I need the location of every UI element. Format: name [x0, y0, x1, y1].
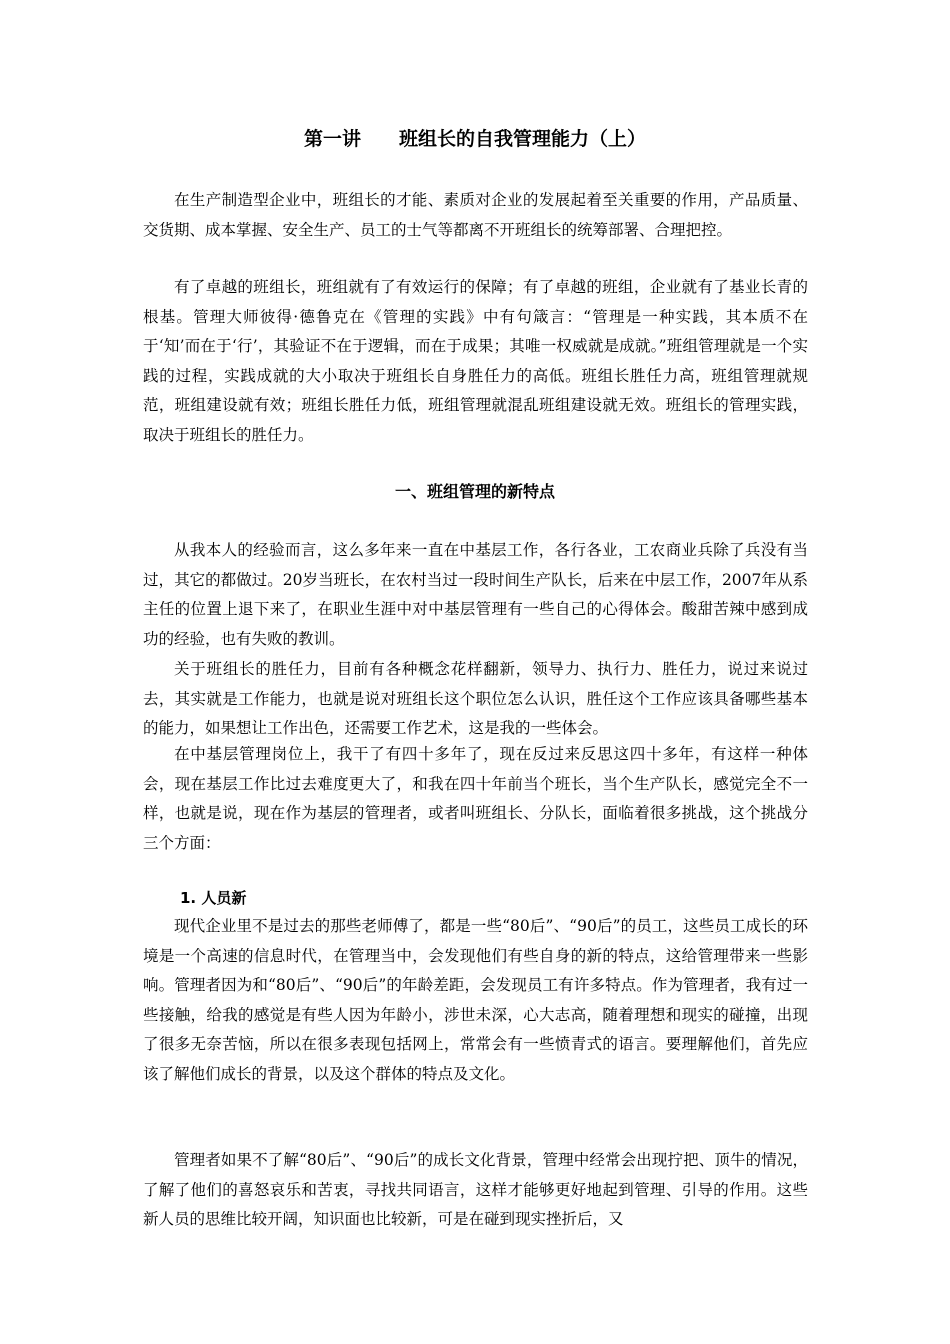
section-paragraph-3: 在中基层管理岗位上，我干了有四十多年了，现在反过来反思这四十多年，有这样一种体会，现在基层工作比过去难度更大了，和我在四十年前当个班长，当个生产队长，感觉完全不一样，也就是说，现在作为基层的管理者，或者叫班组长、分队长，面临着很多挑战，这个挑战分三个方面： [143, 745, 808, 852]
sub-paragraph-2: 管理者如果不了解“80后”、“90后”的成长文化背景，管理中经常会出现拧把、顶牛的情况，了解了他们的喜怒哀乐和苦衷，寻找共同语言，这样才能够更好地起到管理、引导的作用。这些新人员的思维比较开阔，知识面也比较新，可是在碰到现实挫折后，又 [143, 1151, 808, 1228]
sub-heading: 1. 人员新 [180, 889, 247, 907]
document-title: 第一讲 班组长的自我管理能力（上） [303, 128, 646, 150]
section-paragraph-2: 关于班组长的胜任力，目前有各种概念花样翻新，领导力、执行力、胜任力，说过来说过去，其实就是工作能力，也就是说对班组长这个职位怎么认识，胜任这个工作应该具备哪些基本的能力，如果想让工作出色，还需要工作艺术，这是我的一些体会。 [143, 660, 808, 737]
section-heading: 一、班组管理的新特点 [394, 482, 555, 501]
intro-paragraph-1: 在生产制造型企业中，班组长的才能、素质对企业的发展起着至关重要的作用，产品质量、交货期、成本掌握、安全生产、员工的士气等都离不开班组长的统筹部署、合理把控。 [143, 191, 808, 239]
sub-paragraph-1: 现代企业里不是过去的那些老师傅了，都是一些“80后”、“90后”的员工，这些员工成长的环境是一个高速的信息时代，在管理当中，会发现他们有些自身的新的特点，这给管理带来一些影响。管理者因为和“80后”、“90后”的年龄差距，会发现员工有许多特点。作为管理者，我有过一些接触，给我的感觉是有些人因为年龄小，涉世未深，心大志高，随着理想和现实的碰撞，出现了很多无奈苦恼，所以在很多表现包括网上，常常会有一些愤青式的语言。要理解他们，首先应该了解他们成长的背景，以及这个群体的特点及文化。 [143, 917, 808, 1083]
section-paragraph-1: 从我本人的经验而言，这么多年来一直在中基层工作，各行各业，工农商业兵除了兵没有当过，其它的都做过。20岁当班长，在农村当过一段时间生产队长，后来在中层工作，2007年从系主任的位置上退下来了，在职业生涯中对中基层管理有一些自己的心得体会。酸甜苦辣中感到成功的经验，也有失败的教训。 [143, 541, 808, 648]
intro-paragraph-2: 有了卓越的班组长，班组就有了有效运行的保障；有了卓越的班组，企业就有了基业长青的根基。管理大师彼得·德鲁克在《管理的实践》中有句箴言：“管理是一种实践，其本质不在于‘知’而在于‘行’，其验证不在于逻辑，而在于成果；其唯一权威就是成就。”班组管理就是一个实践的过程，实践成就的大小取决于班组长自身胜任力的高低。班组长胜任力高，班组管理就规范，班组建设就有效；班组长胜任力低，班组管理就混乱班组建设就无效。班组长的管理实践，取决于班组长的胜任力。 [143, 278, 808, 444]
